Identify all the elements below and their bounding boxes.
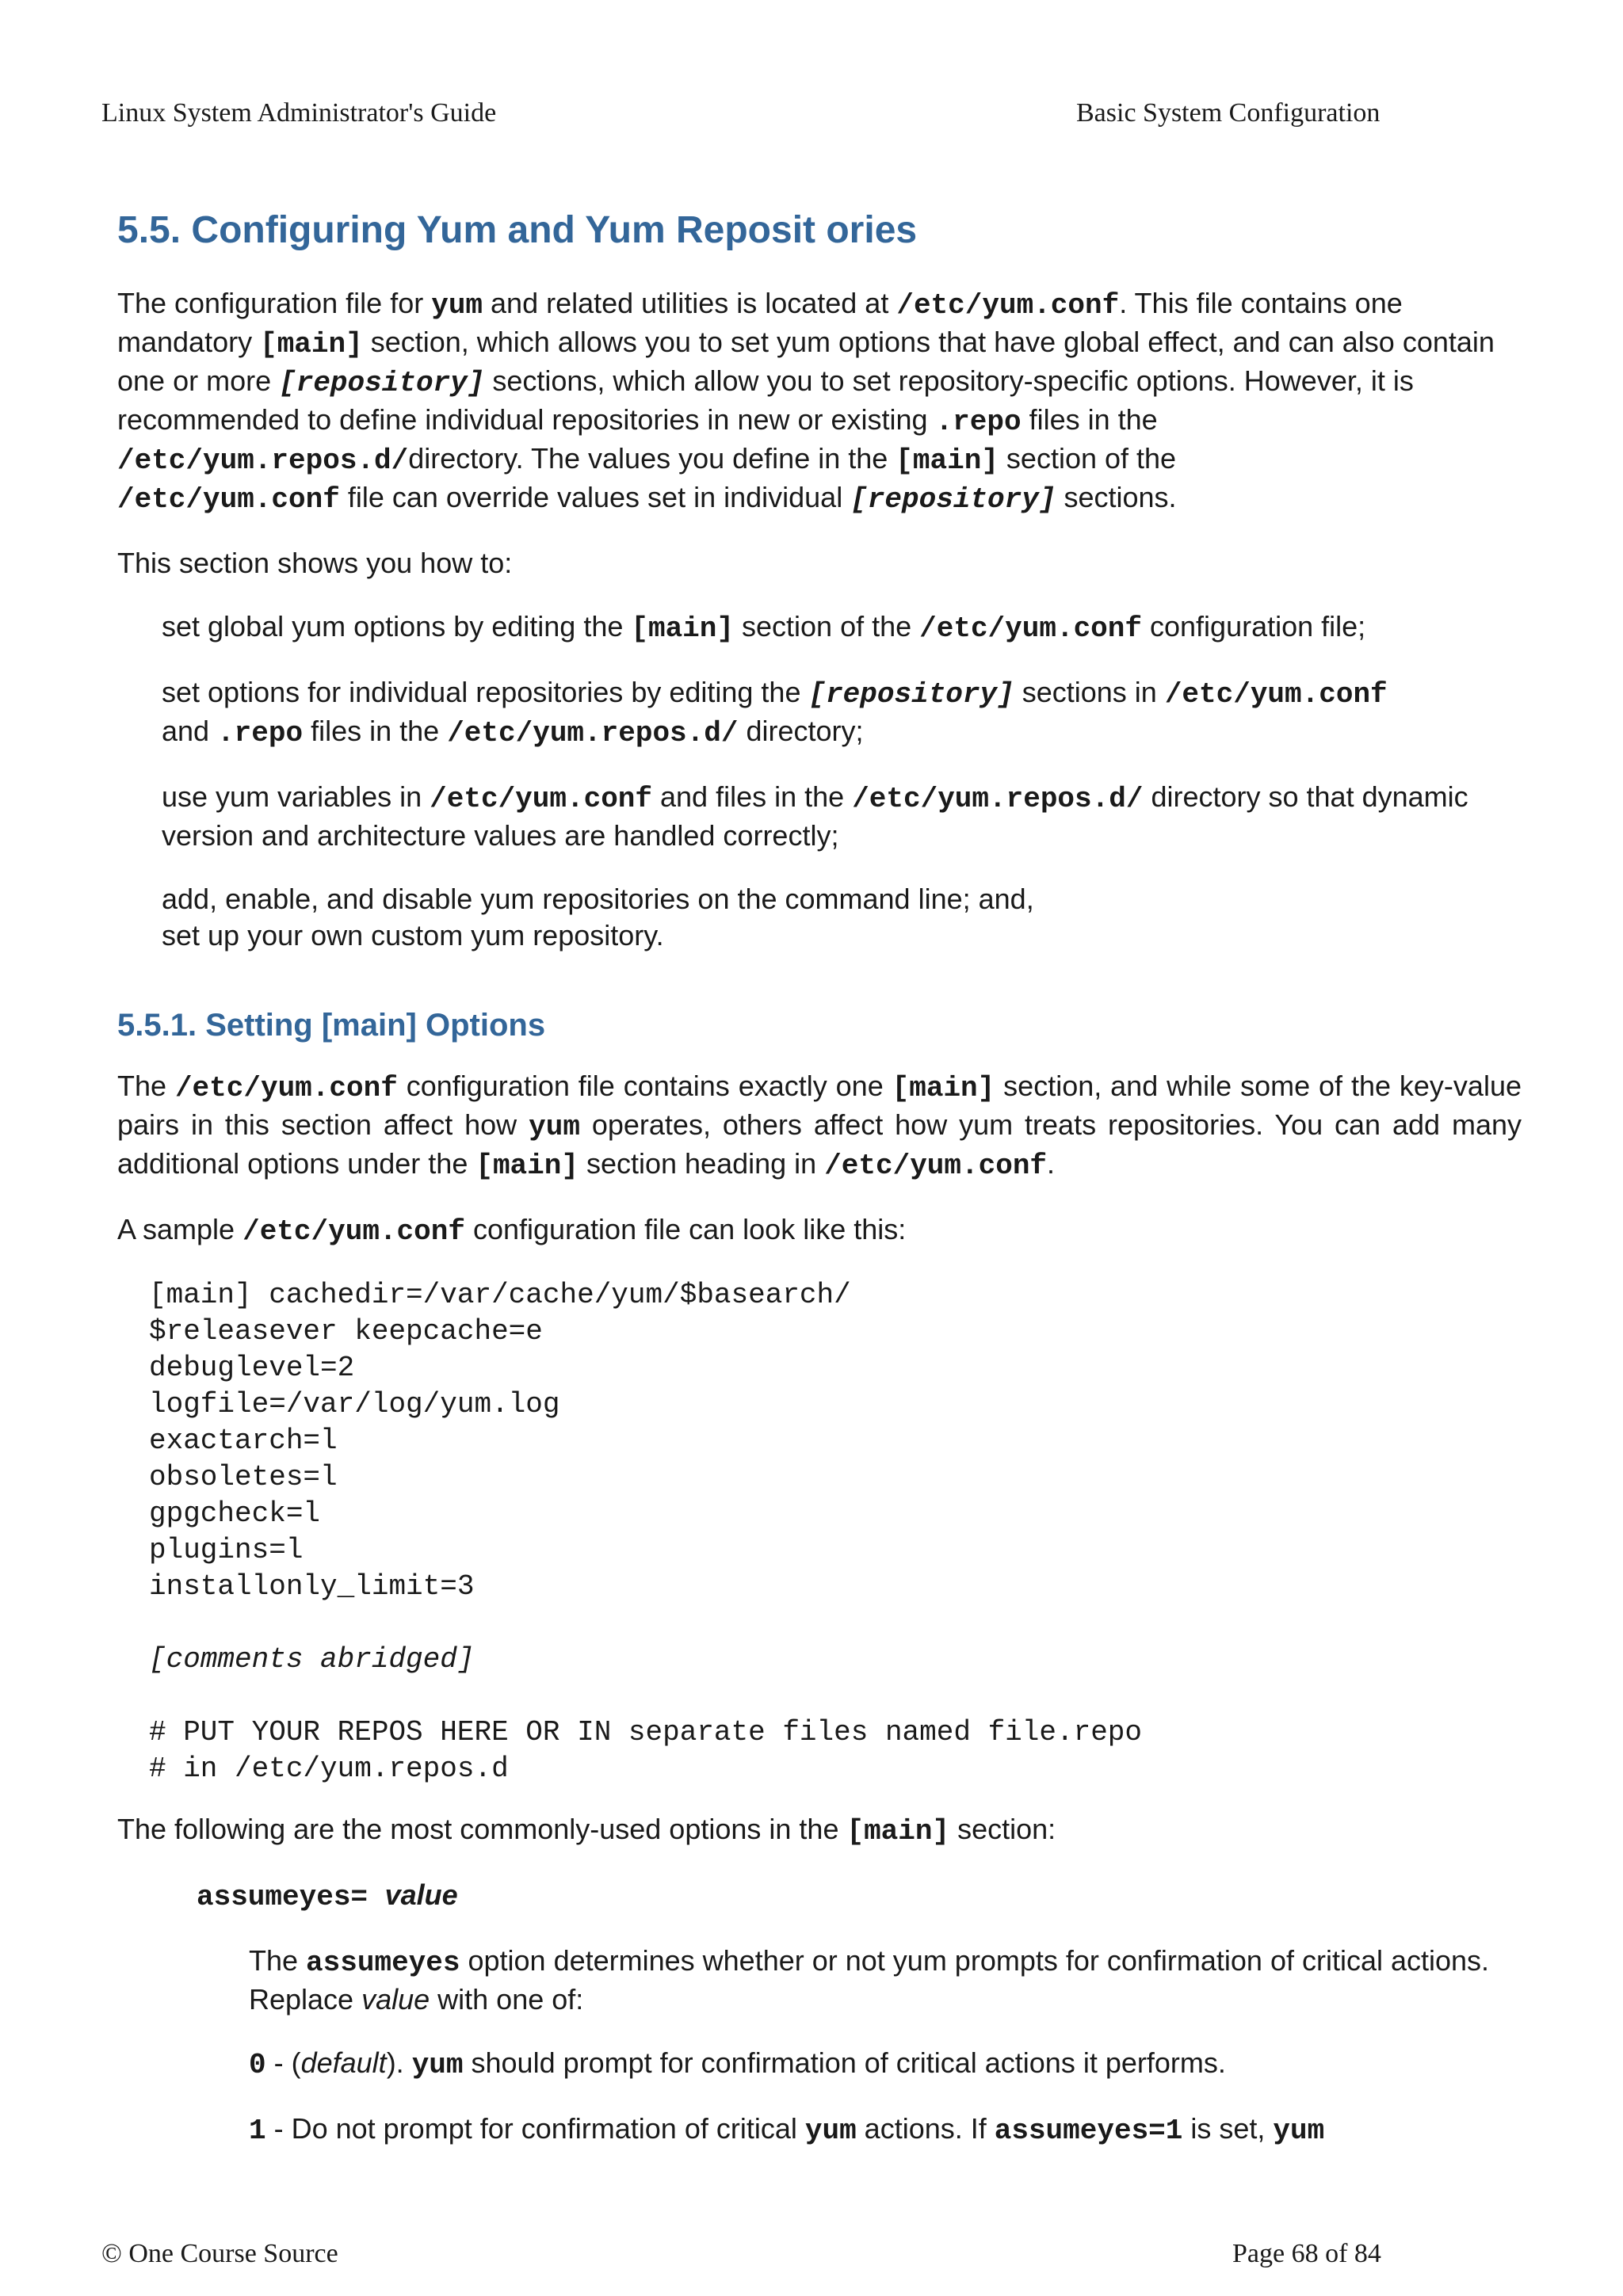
code-line: obsoletes=l [149,1460,338,1493]
code-line: $releasever keepcache=e [149,1314,543,1348]
running-header-title: Linux System Administrator's Guide [101,98,497,128]
code-line: # in /etc/yum.repos.d [149,1752,509,1785]
code-line: gpgcheck=l [149,1497,321,1530]
option-description: The assumeyes option determines whether or not yum prompts for confirmation of critical actions. Replace value with one of: [249,1943,1490,2016]
list-item: add, enable, and disable yum repositories on the command line; and, set up your own custom yum repository. [162,882,1034,952]
page-number: Page 68 of 84 [1232,2239,1381,2268]
code-line: installonly_limit=3 [149,1569,475,1603]
code-line: exactarch=l [149,1424,338,1457]
code-line: debuglevel=2 [149,1351,355,1384]
list-item: set options for individual repositories by editing the [repository] sections in /etc/yum.conf and .repo files in the /etc/yum.repos.d/ directory; [162,675,1388,749]
running-header-chapter: Basic System Configuration [1076,98,1381,128]
list-item: use yum variables in /etc/yum.conf and files in the /etc/yum.repos.d/ directory so that dynamic version and architecture values are handled correctly; [162,780,1468,852]
code-line: logfile=/var/log/yum.log [149,1387,560,1421]
common-options-intro: The following are the most commonly-used options in the [main] section: [117,1812,1056,1848]
section-overview: This section shows you how to: [117,546,513,579]
sample-intro: A sample /etc/yum.conf configuration file can look like this: [117,1212,907,1248]
code-line: # PUT YOUR REPOS HERE OR IN separate files named file.repo [149,1715,1143,1749]
main-content [117,208,1522,2176]
running-footer-copyright: © One Course Source [101,2239,338,2268]
code-line: plugins=l [149,1533,304,1566]
intro-paragraph: The configuration file for yum and related utilities is located at /etc/yum.conf. This file contains one mandatory [main] section, which allows you to set yum options that have global effect, and can also contain one or more [repository] sections, which allow you to set repository-specific options. However, it is recommended to define individual repositories in new or existing .repo files in the /etc/yum.repos.d/directory. The values you define in the [main] section of the /etc/yum.conf file can override values set in individual [repository] sections. [117,286,1495,516]
task-list [162,608,1522,954]
option-term-assumeyes: assumeyes= value [197,1878,458,1913]
section-title: 5.5. Configuring Yum and Yum Reposit ories [117,209,918,251]
code-comment: [comments abridged] [149,1642,475,1676]
subsection-title: 5.5.1. Setting [main] Options [117,1007,546,1043]
list-item: set global yum options by editing the [main] section of the /etc/yum.conf configuration file; [162,609,1366,645]
main-options-paragraph: The /etc/yum.conf configuration file contains exactly one [main] section, and while some of the key-value pairs in this section affect how yum operates, others affect how yum treats repositories. You can add many additional options under the [main] section heading in /etc/yum.conf. [117,1069,1522,1182]
code-line: [main] cachedir=/var/cache/yum/$basearch/ [149,1278,851,1311]
option-value-1: 1 - Do not prompt for confirmation of critical yum actions. If assumeyes=1 is set, yum [249,2111,1325,2147]
config-code-block [149,1277,1522,1787]
option-value-0: 0 - (default). yum should prompt for confirmation of critical actions it performs. [249,2046,1226,2081]
